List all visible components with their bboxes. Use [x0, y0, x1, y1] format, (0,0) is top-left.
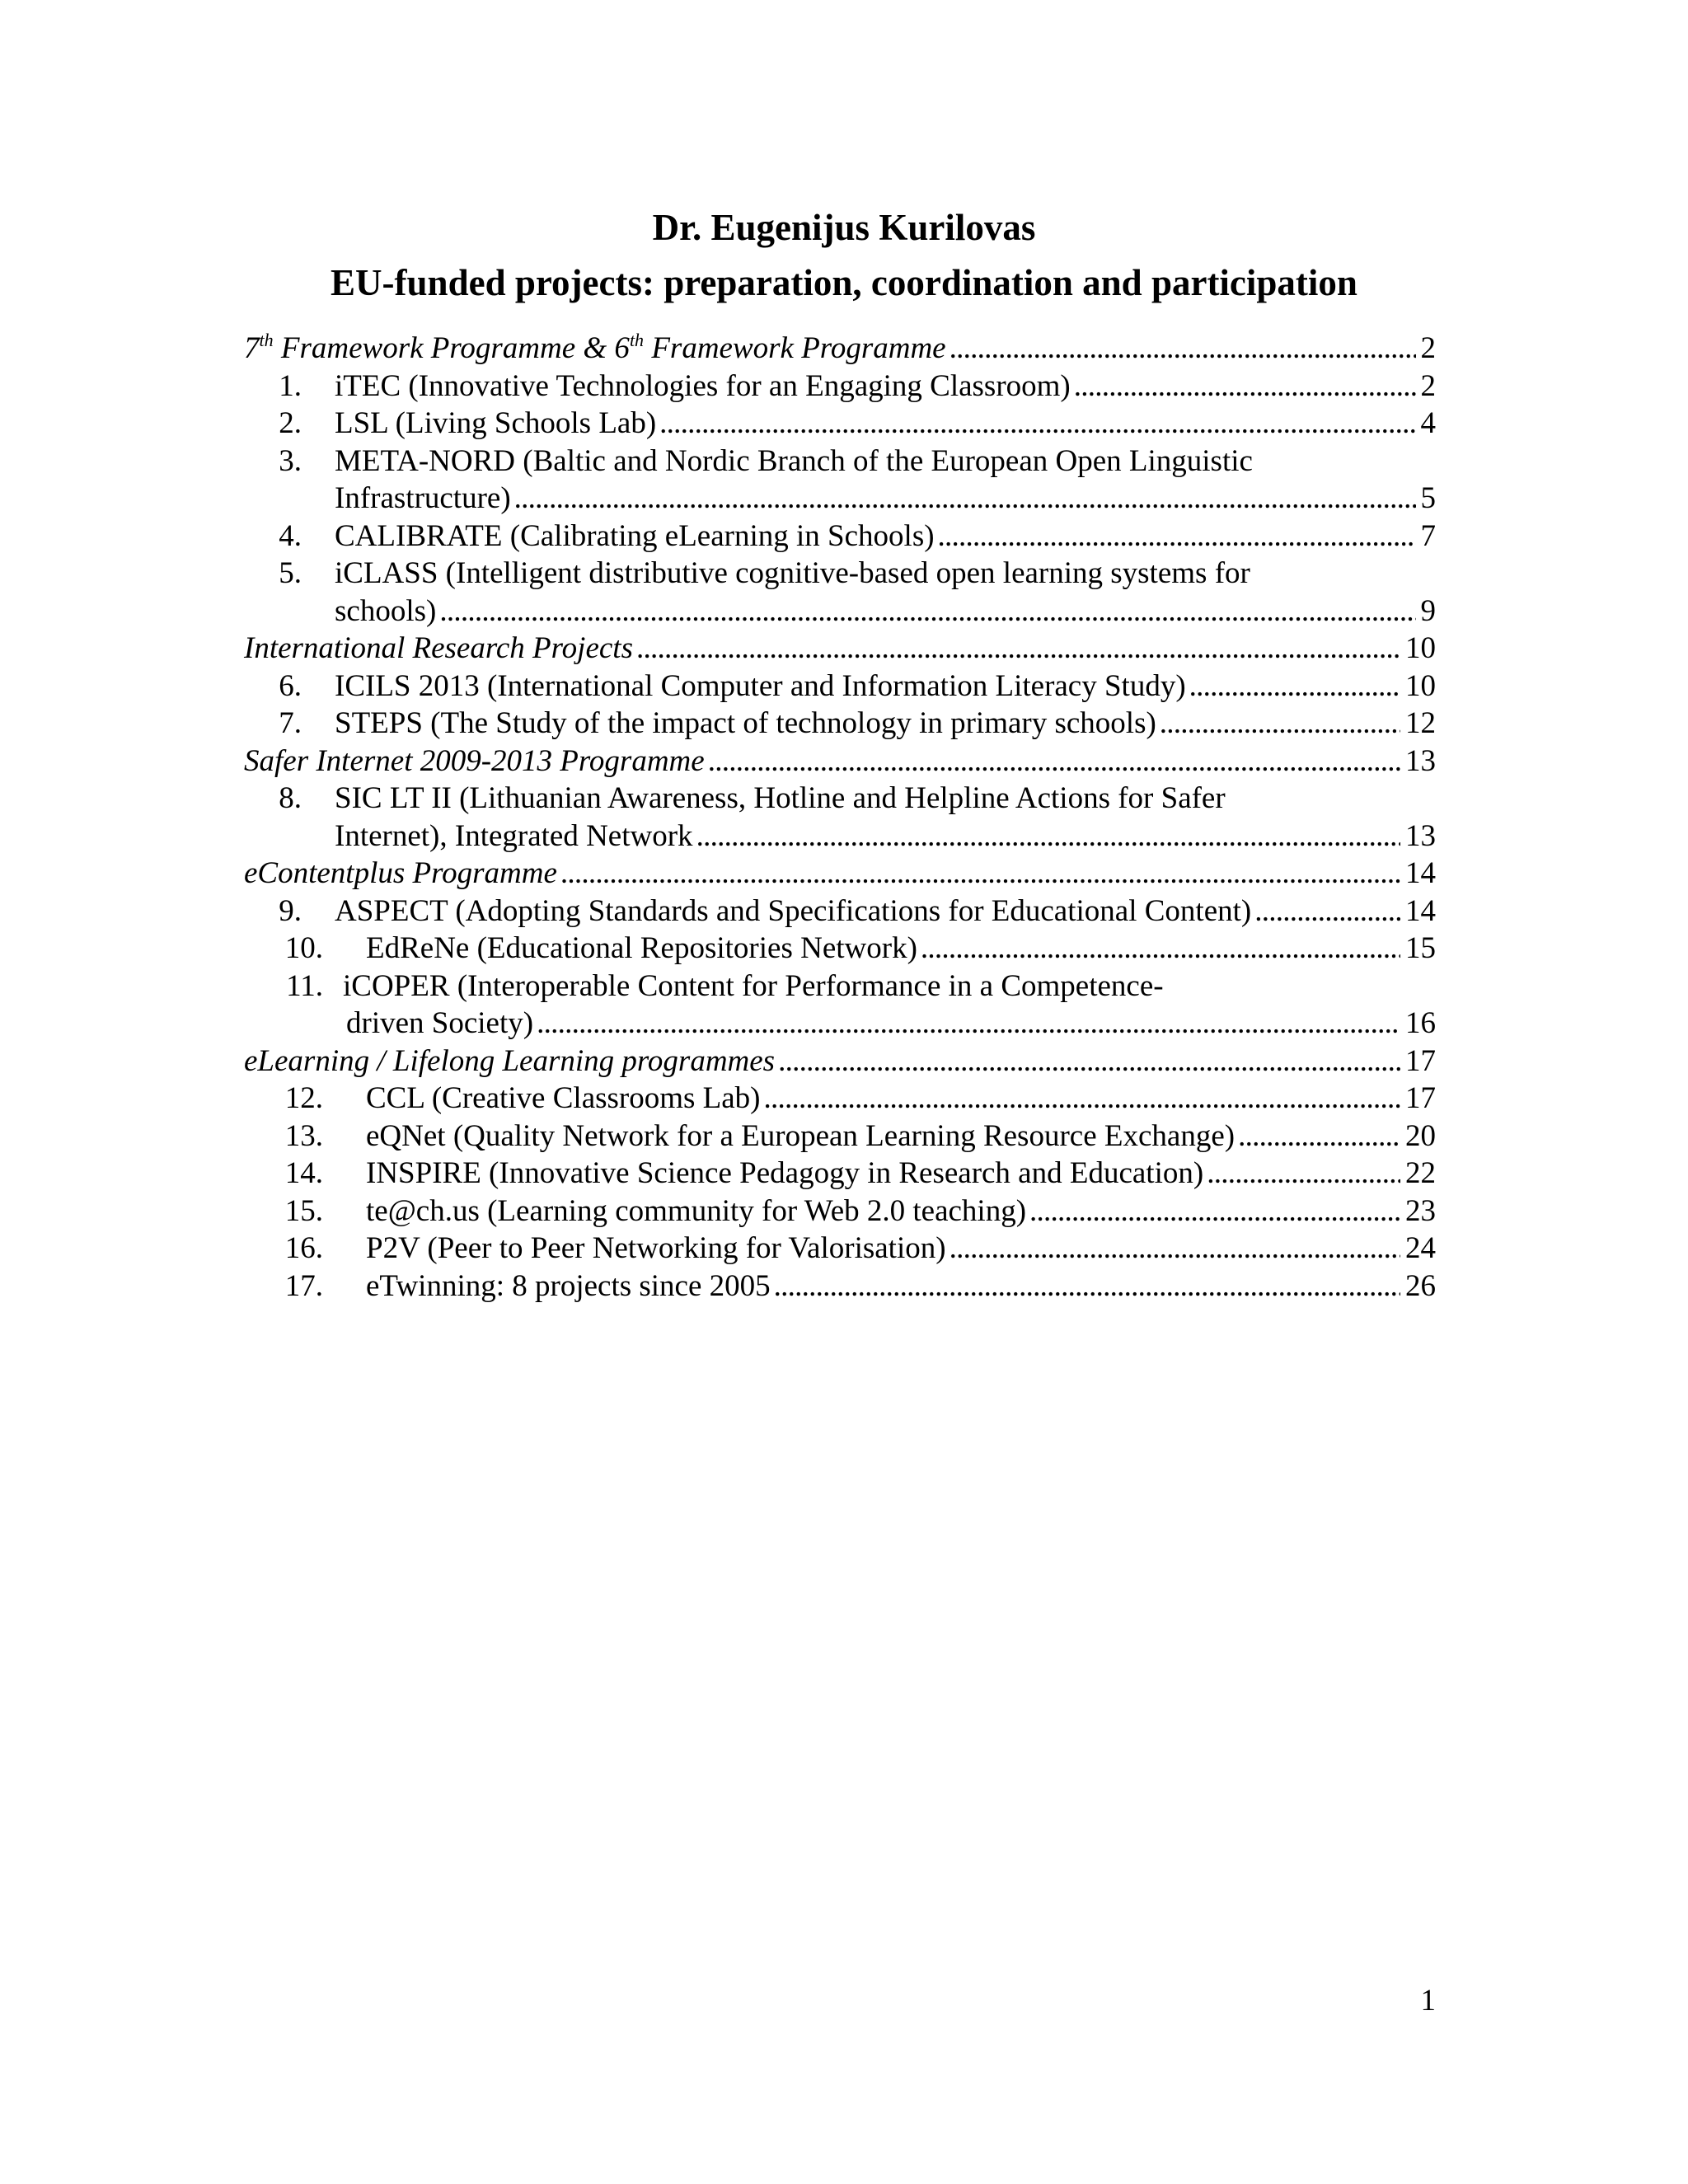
toc-item-etwinning[interactable]	[244, 1268, 1436, 1305]
toc-item-label-cont: Internet), Integrated Network	[335, 818, 693, 853]
toc-item-label: INSPIRE (Innovative Science Pedagogy in Research and Education)	[366, 1156, 1204, 1190]
dot-leader	[778, 1043, 1400, 1080]
toc-item-label: ICILS 2013 (International Computer and Information Literacy Study)	[335, 668, 1186, 703]
toc-section-safer-internet[interactable]	[244, 743, 1436, 780]
toc-section-international-research[interactable]	[244, 630, 1436, 668]
toc-item-label: iCLASS (Intelligent distributive cognitive-based open learning systems for	[335, 556, 1250, 590]
toc-item-label: STEPS (The Study of the impact of technology in primary schools)	[335, 706, 1156, 740]
toc-item-itec[interactable]	[244, 368, 1436, 405]
dot-leader	[696, 818, 1400, 855]
toc-section-label: Safer Internet 2009-2013 Programme	[244, 743, 705, 778]
toc-page-number: 2	[1420, 368, 1436, 403]
toc-item-label: CALIBRATE (Calibrating eLearning in Schools)	[335, 518, 935, 553]
dot-leader	[659, 405, 1415, 443]
author-heading: Dr. Eugenijus Kurilovas	[652, 207, 1036, 248]
toc-page-number: 2	[1420, 331, 1436, 365]
dot-leader	[514, 480, 1416, 518]
dot-leader	[950, 330, 1416, 368]
toc-item-label-cont: schools)	[335, 593, 437, 628]
toc-item-icoper-cont[interactable]	[244, 1005, 1436, 1043]
toc-item-number: 17.	[284, 1268, 323, 1303]
toc-item-calibrate[interactable]	[244, 518, 1436, 555]
toc-page-number: 4	[1420, 406, 1436, 440]
toc-item-number: 15.	[284, 1193, 323, 1228]
toc-item-label: CCL (Creative Classrooms Lab)	[366, 1081, 761, 1115]
toc-item-label: iCOPER (Interoperable Content for Performance in a Competence-	[343, 968, 1164, 1003]
toc-page-number: 7	[1420, 518, 1436, 553]
toc-item-iclass[interactable]	[244, 555, 1436, 593]
dot-leader	[1189, 668, 1400, 705]
dot-leader	[560, 855, 1400, 893]
toc-item-label: eTwinning: 8 projects since 2005	[366, 1268, 771, 1303]
toc-item-steps[interactable]	[244, 705, 1436, 743]
toc-item-label: ASPECT (Adopting Standards and Specifications for Educational Content)	[335, 893, 1252, 928]
toc-page-number: 23	[1405, 1193, 1436, 1228]
toc-item-number: 1.	[279, 368, 302, 403]
toc-item-label: META-NORD (Baltic and Nordic Branch of the European Open Linguistic	[335, 443, 1253, 478]
toc-item-label: eQNet (Quality Network for a European Learning Resource Exchange)	[366, 1118, 1236, 1153]
toc-item-label: iTEC (Innovative Technologies for an Engaging Classroom)	[335, 368, 1071, 403]
table-of-contents	[244, 330, 1436, 1305]
toc-item-inspire[interactable]	[244, 1155, 1436, 1193]
toc-item-number: 12.	[284, 1081, 323, 1115]
dot-leader	[537, 1005, 1400, 1043]
toc-section-framework[interactable]	[244, 330, 1436, 368]
dot-leader	[708, 743, 1400, 780]
toc-item-number: 2.	[279, 406, 302, 440]
toc-item-label-cont: Infrastructure)	[335, 481, 511, 515]
toc-item-sic-lt-cont[interactable]	[244, 818, 1436, 855]
toc-page-number: 14	[1405, 856, 1436, 890]
toc-item-number: 16.	[284, 1231, 323, 1265]
toc-item-p2v[interactable]	[244, 1230, 1436, 1268]
toc-item-number: 9.	[279, 893, 302, 928]
toc-page-number: 15	[1405, 931, 1436, 965]
toc-item-label: P2V (Peer to Peer Networking for Valorisation)	[366, 1231, 946, 1265]
toc-section-econtentplus[interactable]	[244, 855, 1436, 893]
toc-page-number: 13	[1405, 743, 1436, 778]
toc-page-number: 20	[1405, 1118, 1436, 1153]
toc-page-number: 12	[1405, 706, 1436, 740]
toc-page-number: 16	[1405, 1006, 1436, 1040]
toc-item-number: 13.	[284, 1118, 323, 1153]
toc-item-number: 11.	[286, 968, 323, 1003]
toc-page-number: 22	[1405, 1156, 1436, 1190]
toc-section-label: 7th Framework Programme & 6th Framework Programme	[244, 330, 946, 365]
dot-leader	[1207, 1155, 1400, 1193]
dot-leader	[774, 1268, 1400, 1305]
toc-item-number: 8.	[279, 781, 302, 815]
toc-page-number: 14	[1405, 893, 1436, 928]
toc-item-eqnet[interactable]	[244, 1118, 1436, 1155]
toc-page-number: 24	[1405, 1231, 1436, 1265]
toc-section-elearning[interactable]	[244, 1043, 1436, 1080]
toc-page-number: 10	[1405, 631, 1436, 665]
document-title: EU-funded projects: preparation, coordination and participation	[331, 262, 1357, 303]
toc-page-number: 17	[1405, 1043, 1436, 1078]
toc-section-label: International Research Projects	[244, 631, 633, 665]
dot-leader	[950, 1230, 1400, 1268]
toc-item-label: te@ch.us (Learning community for Web 2.0 teaching)	[366, 1193, 1027, 1228]
toc-item-number: 5.	[279, 556, 302, 590]
toc-item-label: EdReNe (Educational Repositories Network)	[366, 931, 917, 965]
toc-item-meta-nord[interactable]	[244, 443, 1436, 480]
toc-item-teach-us[interactable]	[244, 1193, 1436, 1230]
toc-item-number: 10.	[284, 931, 323, 965]
toc-item-number: 4.	[279, 518, 302, 553]
dot-leader	[1029, 1193, 1400, 1230]
toc-item-ccl[interactable]	[244, 1080, 1436, 1118]
dot-leader	[1074, 368, 1416, 405]
toc-item-number: 6.	[279, 668, 302, 703]
toc-page-number: 9	[1420, 593, 1436, 628]
toc-section-label: eContentplus Programme	[244, 856, 557, 890]
toc-item-label-cont: driven Society)	[346, 1006, 534, 1040]
toc-item-edrene[interactable]	[244, 930, 1436, 968]
toc-item-number: 3.	[279, 443, 302, 478]
toc-item-label: LSL (Living Schools Lab)	[335, 406, 657, 440]
toc-page-number: 10	[1405, 668, 1436, 703]
toc-item-number: 14.	[284, 1156, 323, 1190]
dot-leader	[1160, 705, 1400, 743]
dot-leader	[439, 593, 1415, 630]
dot-leader	[636, 630, 1400, 668]
toc-item-iclass-cont[interactable]	[244, 593, 1436, 630]
toc-page-number: 26	[1405, 1268, 1436, 1303]
dot-leader	[1254, 893, 1400, 930]
dot-leader	[1238, 1118, 1400, 1155]
toc-item-label: SIC LT II (Lithuanian Awareness, Hotline and Helpline Actions for Safer	[335, 781, 1226, 815]
toc-item-meta-nord-cont[interactable]	[244, 480, 1436, 518]
dot-leader	[938, 518, 1416, 555]
toc-item-aspect[interactable]	[244, 893, 1436, 930]
toc-item-sic-lt[interactable]	[244, 780, 1436, 818]
dot-leader	[921, 930, 1400, 968]
toc-item-number: 7.	[279, 706, 302, 740]
dot-leader	[764, 1080, 1400, 1118]
page-footer-number: 1	[1420, 1984, 1436, 2018]
toc-item-icoper[interactable]	[244, 968, 1436, 1005]
toc-page-number: 13	[1405, 818, 1436, 853]
toc-section-label: eLearning / Lifelong Learning programmes	[244, 1043, 776, 1078]
toc-page-number: 17	[1405, 1081, 1436, 1115]
toc-item-icils[interactable]	[244, 668, 1436, 705]
toc-page-number: 5	[1420, 481, 1436, 515]
toc-item-lsl[interactable]	[244, 405, 1436, 443]
